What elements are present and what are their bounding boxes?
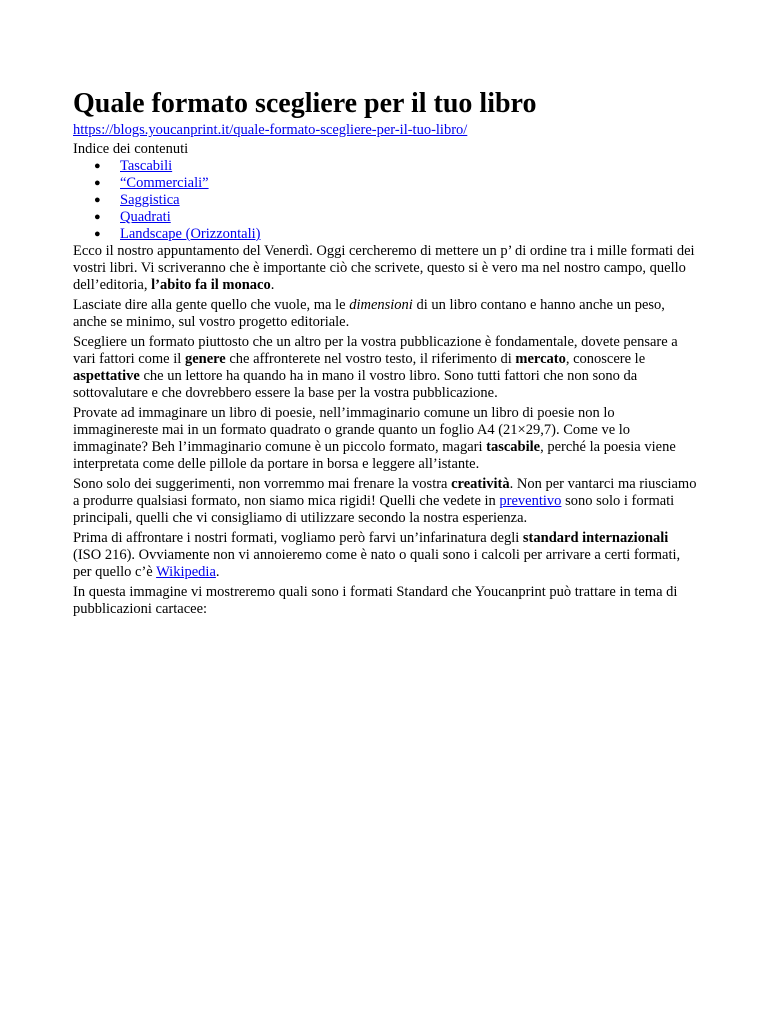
bullet-icon: ● — [94, 211, 101, 223]
paragraph-text: (ISO 216). Ovviamente non vi annoieremo come è nato o quali sono i calcoli per arrivare a certi formati, per quello c’è — [73, 547, 681, 580]
toc-label: Indice dei contenuti — [73, 141, 189, 157]
bold-text: mercato — [515, 351, 566, 367]
wikipedia-link[interactable]: Wikipedia — [156, 564, 216, 580]
toc-link-tascabili[interactable]: Tascabili — [120, 158, 173, 174]
paragraph-text: di un libro contano e hanno anche un peso, anche se minimo, sul vostro progetto editoriale. — [73, 297, 665, 330]
preventivo-link[interactable]: preventivo — [499, 493, 562, 509]
toc-item — [94, 226, 697, 243]
paragraph-standards — [73, 530, 697, 581]
paragraph-dimensions — [73, 297, 697, 331]
toc-link-commerciali[interactable]: “Commerciali” — [120, 175, 209, 191]
bold-text: aspettative — [73, 368, 140, 384]
paragraph-text: che un lettore ha quando ha in mano il vostro libro. Sono tutti fattori che non sono da sottovalutare e che dovrebbero essere la base per la vostra pubblicazione. — [73, 368, 638, 401]
bullet-icon: ● — [94, 160, 101, 172]
paragraph-text: , perché la poesia viene interpretata come delle pillole da portare in borsa e leggere all’istante. — [73, 439, 676, 472]
paragraph-text: Scegliere un formato piuttosto che un altro per la vostra pubblicazione è fondamentale, dovete pensare a vari fattori come il — [73, 334, 678, 367]
bold-text: tascabile — [486, 439, 541, 455]
table-of-contents — [73, 158, 697, 243]
bullet-icon: ● — [94, 194, 101, 206]
toc-item — [94, 175, 697, 192]
toc-link-saggistica[interactable]: Saggistica — [120, 192, 180, 208]
paragraph-text: che affronterete nel vostro testo, il riferimento di — [225, 351, 516, 367]
paragraph-image-intro: In questa immagine vi mostreremo quali sono i formati Standard che Youcanprint può trattare in tema di pubblicazioni cartacee: — [73, 584, 678, 617]
paragraph-text: sono solo i formati principali, quelli che vi consigliamo di utilizzare secondo la nostra esperienza. — [73, 493, 675, 526]
toc-link-landscape[interactable]: Landscape (Orizzontali) — [120, 226, 261, 242]
paragraph-poetry — [73, 405, 697, 473]
bold-text: creatività — [451, 476, 510, 492]
toc-item — [94, 209, 697, 226]
page-title: Quale formato scegliere per il tuo libro — [73, 88, 537, 119]
source-url-link[interactable]: https://blogs.youcanprint.it/quale-formato-scegliere-per-il-tuo-libro/ — [73, 122, 468, 138]
paragraph-text: , conoscere le — [565, 351, 646, 367]
paragraph-text: Sono solo dei suggerimenti, non vorremmo mai frenare la vostra — [73, 476, 452, 492]
toc-item — [94, 158, 697, 175]
paragraph-text: Prima di affrontare i nostri formati, vogliamo però farvi un’infarinatura degli — [73, 530, 523, 546]
paragraph-intro — [73, 243, 697, 294]
bullet-icon: ● — [94, 228, 101, 240]
paragraph-text: Ecco il nostro appuntamento del Venerdì. Oggi cercheremo di mettere un p’ di ordine tra i mille formati dei vostri libri. Vi scriveranno che è importante ciò che scrivete, questo si è vero ma nel nostro campo, quello dell’editoria, — [73, 243, 695, 293]
bold-text: standard internazionali — [522, 530, 669, 546]
paragraph-suggestions — [73, 476, 697, 527]
paragraph-text: . — [215, 564, 220, 580]
toc-item — [94, 192, 697, 209]
paragraph-text: . Non per vantarci ma riusciamo a produrre qualsiasi formato, non siamo mica rigidi! Quelli che vedete in — [73, 476, 697, 509]
article — [73, 0, 697, 621]
paragraph-text: Lasciate dire alla gente quello che vuole, ma le — [73, 297, 350, 313]
paragraph-text: Provate ad immaginare un libro di poesie, nell’immaginario comune un libro di poesie non lo immaginereste mai in un formato quadrato o grande quanto un foglio A4 (21×29,7). Come ve lo immaginate? Beh l’immaginario comune è un piccolo formato, magari — [73, 405, 631, 455]
bullet-icon: ● — [94, 177, 101, 189]
toc-link-quadrati[interactable]: Quadrati — [120, 209, 171, 225]
bold-text: genere — [184, 351, 226, 367]
paragraph-text: . — [270, 277, 275, 293]
paragraph-choice — [73, 334, 697, 402]
italic-text: dimensioni — [349, 297, 413, 313]
bold-text: l’abito fa il monaco — [151, 277, 271, 293]
